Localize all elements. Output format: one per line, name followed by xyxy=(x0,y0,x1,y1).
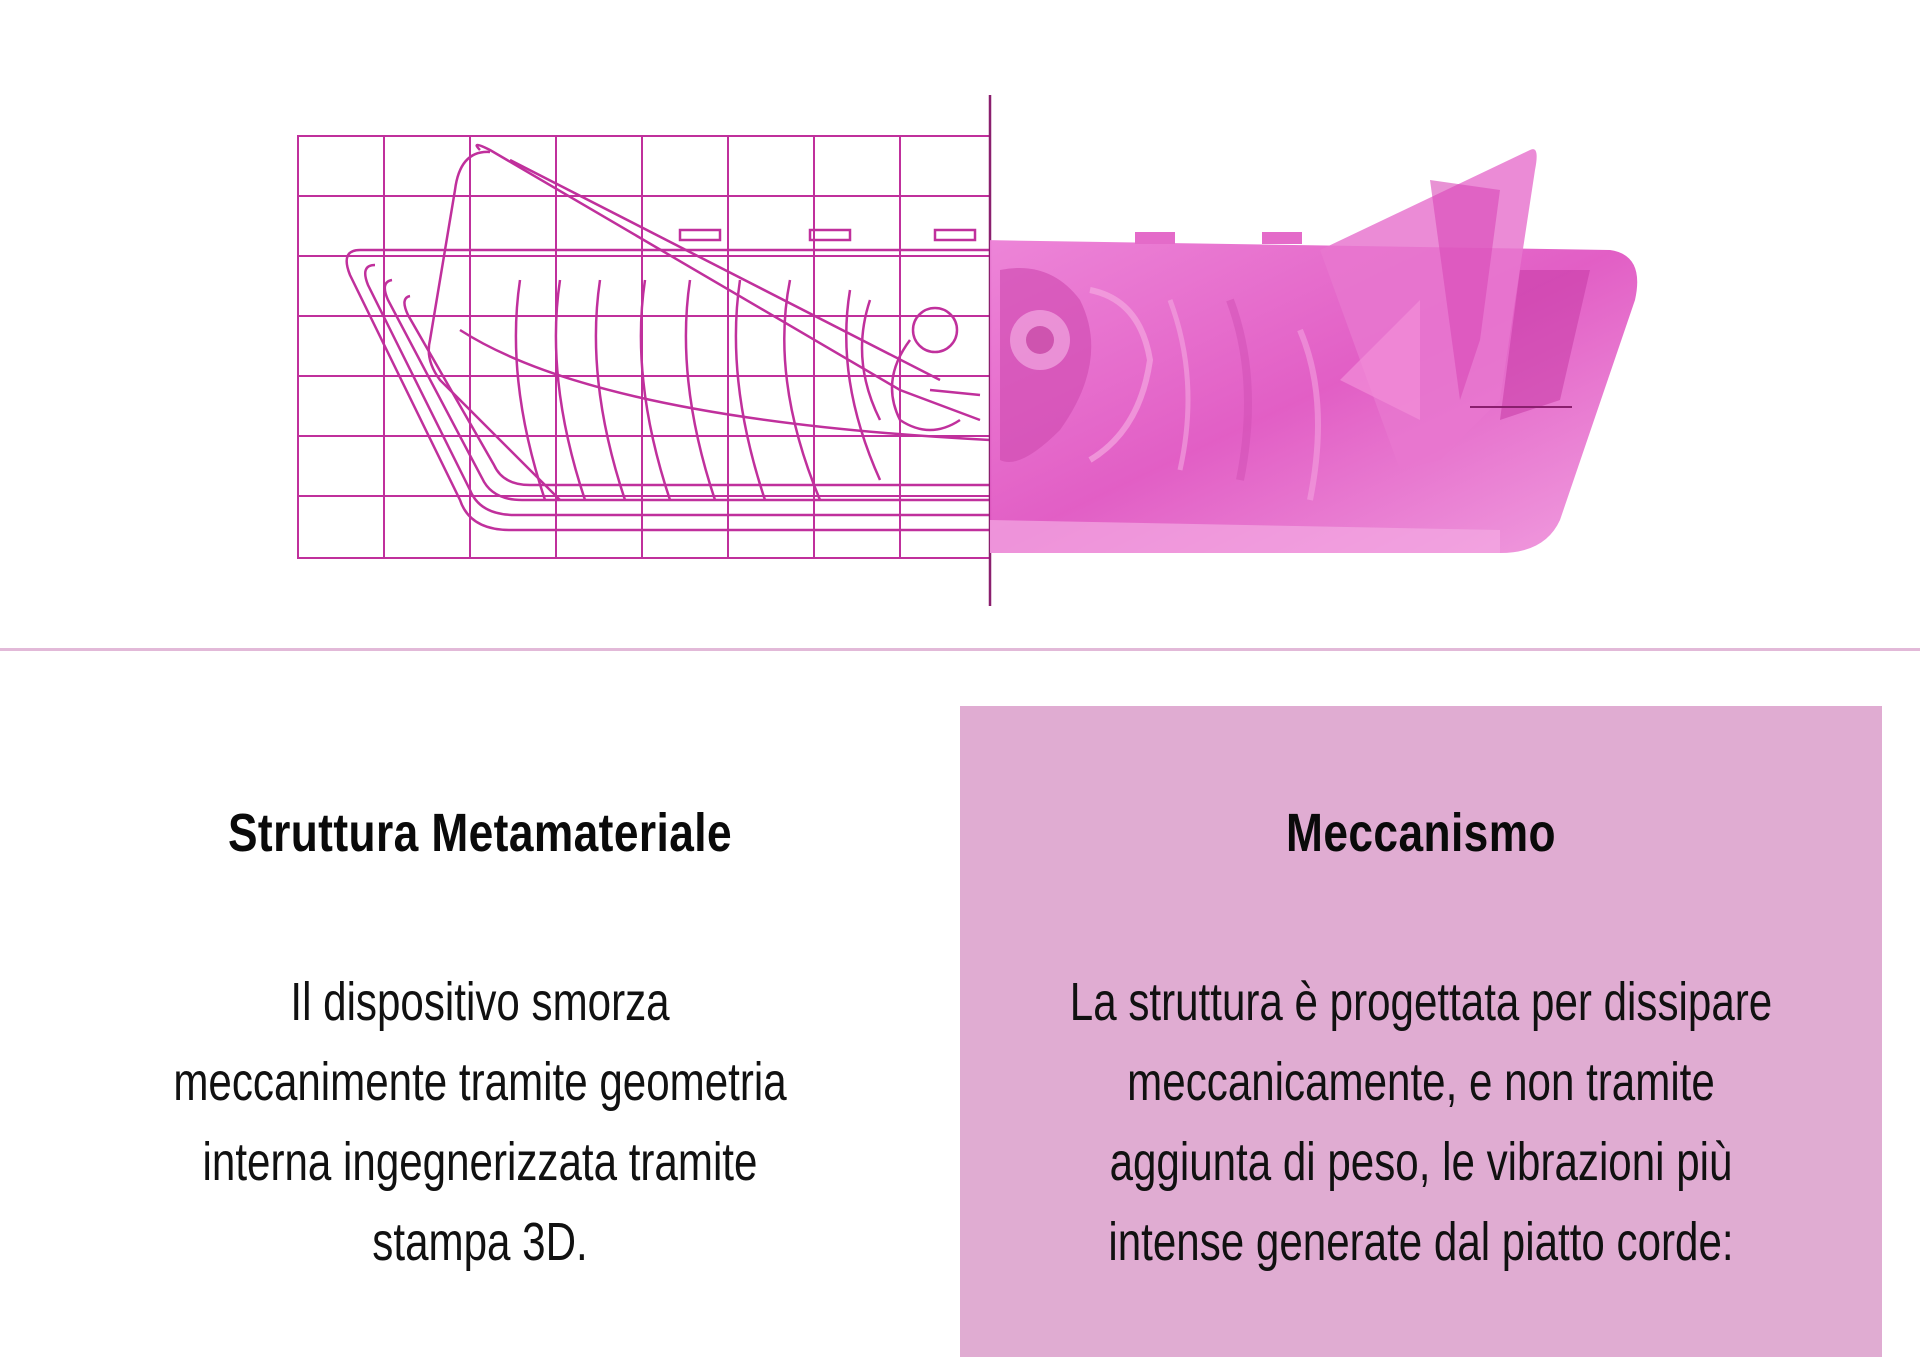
mechanism-card xyxy=(960,706,1882,1357)
metamaterial-description xyxy=(106,962,855,1282)
metamaterial-line: meccanimente tramite geometria xyxy=(173,1052,787,1112)
mechanism-description xyxy=(1061,962,1780,1282)
damper-drawing-icon xyxy=(0,0,1920,650)
mechanism-title: Meccanismo xyxy=(1286,803,1556,863)
wireframe-grid xyxy=(298,136,990,558)
metamaterial-line: interna ingegnerizzata tramite xyxy=(202,1132,758,1192)
metamaterial-title: Struttura Metamateriale xyxy=(227,803,733,863)
mechanism-line: intense generate dal piatto corde: xyxy=(1108,1212,1734,1272)
mechanism-line: meccanicamente, e non tramite xyxy=(1127,1052,1715,1112)
rendered-device xyxy=(980,149,1637,553)
mechanism-line: aggiunta di peso, le vibrazioni più xyxy=(1109,1132,1733,1192)
hero-illustration xyxy=(0,0,1920,650)
metamaterial-line: Il dispositivo smorza xyxy=(290,972,670,1032)
metamaterial-line: stampa 3D. xyxy=(372,1212,588,1272)
horizontal-divider xyxy=(0,648,1920,651)
mechanism-line: La struttura è progettata per dissipare xyxy=(1069,972,1773,1032)
metamaterial-card xyxy=(0,706,960,1357)
